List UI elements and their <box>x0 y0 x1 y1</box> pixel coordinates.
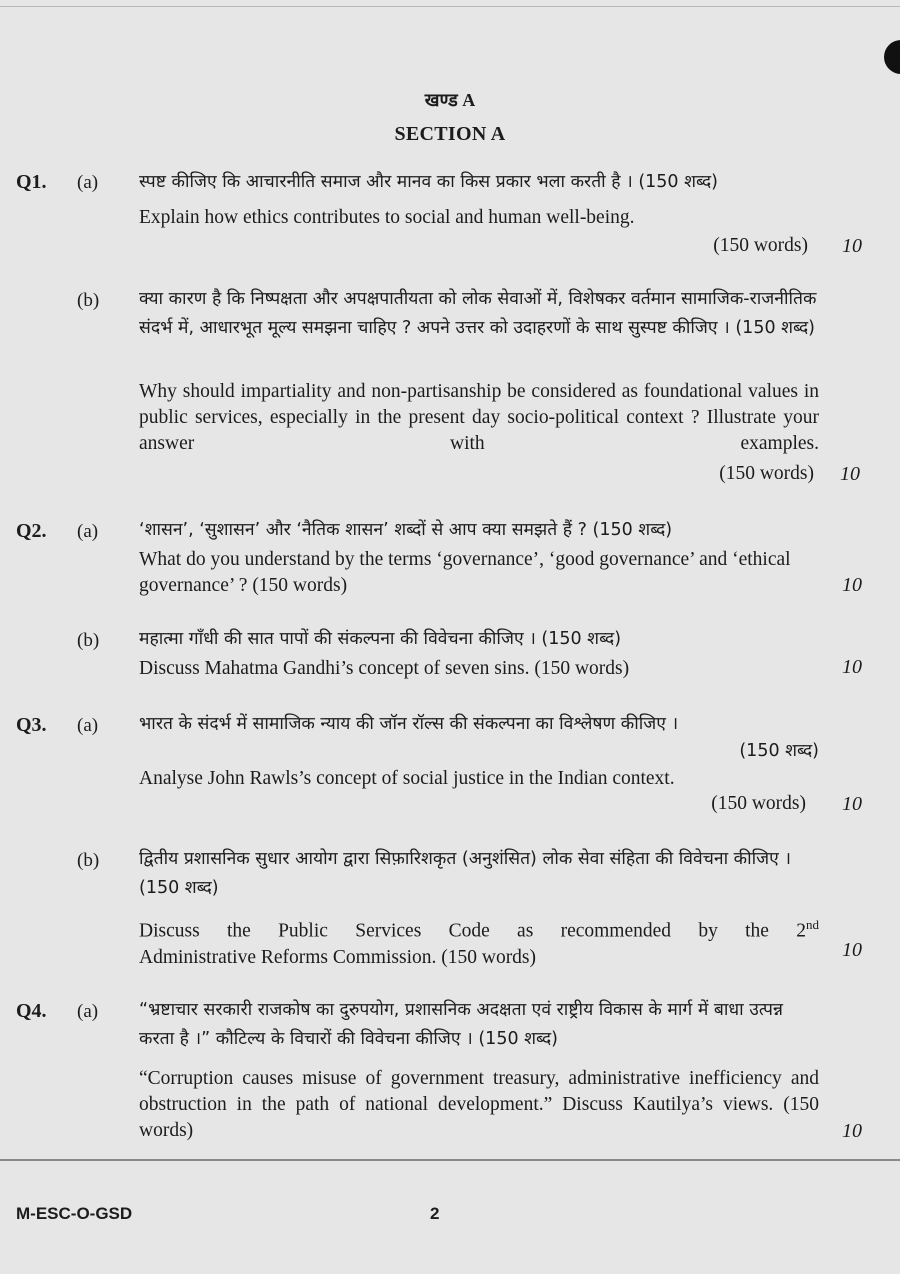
q4a-marks: 10 <box>842 1120 862 1142</box>
q1a-word-limit: (150 words) <box>713 235 808 256</box>
part-label-q4a: (a) <box>77 1001 99 1022</box>
q1b-marks: 10 <box>840 463 860 485</box>
q3a-hindi-text: भारत के संदर्भ में सामाजिक न्याय की जॉन रॉल्स की संकल्पना का विश्लेषण कीजिए । <box>139 714 679 734</box>
q3a-english-text: Analyse John Rawls’s concept of social justice in the Indian context. <box>139 768 675 789</box>
q1b-hindi-text: क्या कारण है कि निष्पक्षता और अपक्षपातीयता को लोक सेवाओं में, विशेषकर वर्तमान सामाजिक-राजनीतिक संदर्भ में, आधारभूत मूल्य समझना चाहिए ? अपने उत्तर को उदाहरणों के साथ सुस्पष्ट कीजिए । (150 शब्द) <box>139 289 817 338</box>
q3b-hindi-text: द्वितीय प्रशासनिक सुधार आयोग द्वारा सिफ़ारिशकृत (अनुशंसित) लोक सेवा संहिता की विवेचना कीजिए । (150 शब्द) <box>139 849 792 898</box>
q1a-hindi-text: स्पष्ट कीजिए कि आचारनीति समाज और मानव का किस प्रकार भला करती है । (150 शब्द) <box>139 172 718 192</box>
part-label-q3a: (a) <box>77 715 99 736</box>
q3b-english-text <box>139 912 819 971</box>
part-label-q1b: (b) <box>77 290 100 311</box>
q3a-hindi-word-limit: (150 शब्द) <box>739 741 819 761</box>
q4a-english-text: “Corruption causes misuse of government treasury, administrative inefficiency and obstruction in the path of national development.” Discuss Kautilya’s views. (150 words) <box>139 1068 819 1141</box>
part-label-q2a: (a) <box>77 521 99 542</box>
part-label-q1a: (a) <box>77 172 99 193</box>
q3a-marks: 10 <box>842 793 862 815</box>
q2a-marks: 10 <box>842 574 862 596</box>
q2a-hindi-text: ‘शासन’, ‘सुशासन’ और ‘नैतिक शासन’ शब्दों से आप क्या समझते हैं ? (150 शब्द) <box>139 520 673 540</box>
question-number-q4: Q4. <box>16 1000 47 1022</box>
q3b-marks: 10 <box>842 939 862 961</box>
q1a-english-text: Explain how ethics contributes to social and human well-being. <box>139 207 635 228</box>
q2b-marks: 10 <box>842 656 862 678</box>
q2b-english-text: Discuss Mahatma Gandhi’s concept of seven sins. (150 words) <box>139 658 630 679</box>
section-title-english: SECTION A <box>394 123 506 145</box>
paper-code: M-ESC-O-GSD <box>16 1204 133 1223</box>
ordinal-superscript: nd <box>806 917 819 932</box>
q1a-marks: 10 <box>842 235 862 257</box>
question-number-q1: Q1. <box>16 171 47 193</box>
part-label-q2b: (b) <box>77 630 100 651</box>
q3b-english-line2: Administrative Reforms Commission. (150 words) <box>139 946 537 968</box>
q2b-hindi-text: महात्मा गाँधी की सात पापों की संकल्पना की विवेचना कीजिए । (150 शब्द) <box>139 629 622 649</box>
q4a-hindi-text: “भ्रष्टाचार सरकारी राजकोष का दुरुपयोग, प्रशासनिक अदक्षता एवं राष्ट्रीय विकास के मार्ग में बाधा उत्पन्न करता है ।” कौटिल्य के विचारों की विवेचना कीजिए । (150 शब्द) <box>139 1000 783 1049</box>
q3a-word-limit: (150 words) <box>711 793 806 814</box>
q1b-english-text: Why should impartiality and non-partisanship be considered as foundational values in public services, especially in the present day socio-political context ? Illustrate your answer with examples. <box>139 381 819 454</box>
question-number-q3: Q3. <box>16 714 47 736</box>
top-rule <box>0 6 900 7</box>
part-label-q3b: (b) <box>77 850 100 871</box>
q3b-english-line1: Discuss the Public Services Code as recommended by the 2nd <box>139 917 819 942</box>
q2a-english-text: What do you understand by the terms ‘governance’, ‘good governance’ and ‘ethical governance’ ? (150 words) <box>139 549 791 596</box>
punch-hole-mark <box>884 40 900 74</box>
q1b-word-limit: (150 words) <box>719 463 814 484</box>
question-number-q2: Q2. <box>16 520 47 542</box>
footer-rule <box>0 1159 900 1161</box>
page-number: 2 <box>430 1204 440 1223</box>
section-title-hindi: खण्ड A <box>424 90 476 110</box>
